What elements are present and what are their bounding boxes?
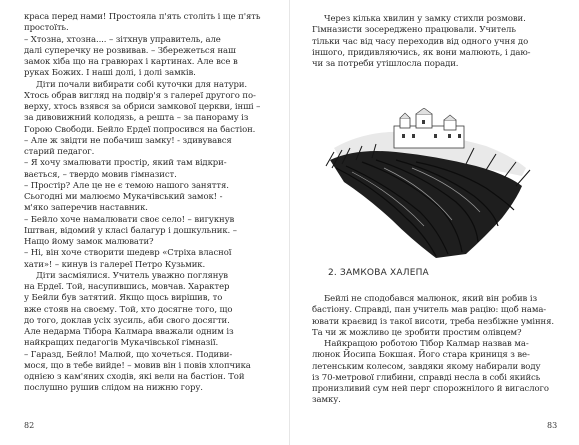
text-line: верху, хтось взявся за обриси замкової церкви, інші – [24, 102, 261, 112]
text-line: Іштван, відомий у класі балагур і дошкульник. – [24, 225, 237, 236]
text-line: за дивовижний колодязь, а решта – за панораму із [24, 113, 249, 124]
text-line: Нащо йому замок малювати? [24, 237, 154, 247]
text-line: замок хіба що на гравюрах і картинах. Але все в [24, 57, 238, 67]
text-line: старий педагог. [24, 147, 95, 157]
text-line: тільки час від часу переходив від одного учня до [312, 36, 529, 47]
text-line: руках Божих. І наші долі, і долі замків. [24, 68, 196, 79]
text-line: – Ні, він хоче створити шедевр «Стріха власної [24, 248, 232, 259]
text-line: – Бейло хоче намалювати своє село! – вигукнув [24, 214, 235, 225]
text-line: Через кілька хвилин у замку стихли розмови. [324, 14, 526, 24]
text-line: далі суперечку не розвивав. – Збережеться наш [24, 45, 236, 56]
text-line: вже стояв на своєму. Той, хто досягне того, що [24, 304, 233, 315]
text-line: до того, доклав усіх зусиль, аби свого досягти. [24, 315, 230, 326]
text-line: Бейлі не сподобався малюнок, який він робив із [324, 294, 537, 304]
text-line: найкращих педагогів Мукачівської гімназії. [24, 338, 219, 349]
text-line: Діти засміялися. Учитель уважно поглянув [36, 270, 228, 281]
left-page-text [24, 12, 272, 395]
left-page [0, 0, 289, 445]
text-line: – Простір? Але це не є темою нашого заняття. [24, 180, 229, 191]
text-line: у Бейли був затятий. Якщо щось вирішив, то [24, 293, 223, 304]
text-line: із 70-метрової глибини, справді несла в собі якийсь [312, 372, 541, 383]
text-line: Діти почали вибирати собі куточки для натури. [36, 79, 248, 90]
text-line: мося, що в тебе вийде! – мовив він і повів хлопчика [24, 360, 251, 371]
text-line: – Гаразд, Бейло! Малюй, що хочеться. Подиви- [24, 349, 233, 360]
text-line: – Хтозна, хтозна.... – зітхнув управитель, але [24, 34, 221, 45]
text-line: Гімназисти зосереджено працювали. Учитель [312, 25, 516, 36]
text-line: краса перед нами! Простояла п'ять століть і ще п'ять [24, 12, 261, 22]
text-line: Найкращою роботою Тібор Калмар назвав ма- [324, 339, 529, 349]
right-page [290, 0, 579, 445]
text-line: Сьогодні ми малюємо Мукачівський замок! - [24, 192, 223, 202]
text-line: люнок Йосипа Бокшая. Його стара криниця з ве- [312, 350, 530, 361]
castle-on-hill-drawing [316, 108, 542, 258]
castle-ink-illustration [316, 108, 542, 258]
text-line: Але недарма Тібора Калмара вважали одним із [24, 327, 234, 337]
text-line: іншого, придивляючись, як вони малюють, і даю- [312, 47, 531, 58]
chapter-heading: 2. ЗАМКОВА ХАЛЕПА [328, 268, 429, 278]
right-page-bottom-text [312, 294, 562, 407]
text-line: бастіону. Справді, пан учитель мав рацію: щоб нама- [312, 305, 547, 316]
text-line: чи за потреби утішлосла поради. [312, 59, 459, 69]
text-line: летенським колесом, завдяки якому набирали воду [312, 361, 541, 372]
text-line: ювати краєвид із такої висоти, треба незбіжне уміння. [312, 316, 554, 327]
text-line: м'яко заперечив наставник. [24, 203, 148, 214]
text-line: простоїть. [24, 23, 69, 34]
text-line: пронизливий сум ней перг спорожнілого й вигаслого [312, 384, 549, 394]
text-line: послушно рушив слідом на нижню гору. [24, 383, 203, 394]
text-line: однією з кам'яних сходів, які вели на бастіон. Той [24, 372, 245, 382]
text-line: – Я хочу змалювати простір, який там відкри- [24, 158, 227, 169]
left-page-number: 82 [24, 421, 35, 430]
text-line: хати»! – кинув із галереї Петро Кузьмик. [24, 259, 206, 270]
text-line: замку. [312, 395, 341, 406]
text-line: Хтось обрав вигляд на подвір'я з галереї другого по- [24, 90, 256, 101]
text-line: Горою Свободи. Бейло Ердеї попросився на бастіон. [24, 124, 256, 135]
text-line: на Ердеї. Той, насупившись, мовчав. Характер [24, 282, 230, 292]
right-page-number: 83 [547, 421, 558, 430]
text-line: – Але ж звідти не побачиш замку! - здивувався [24, 135, 232, 146]
text-line: Та чи ж можливо це зробити простим олівцем? [312, 327, 522, 338]
right-page-top-text [312, 14, 562, 70]
text-line: вається, – твердо мовив гімназист. [24, 169, 177, 180]
